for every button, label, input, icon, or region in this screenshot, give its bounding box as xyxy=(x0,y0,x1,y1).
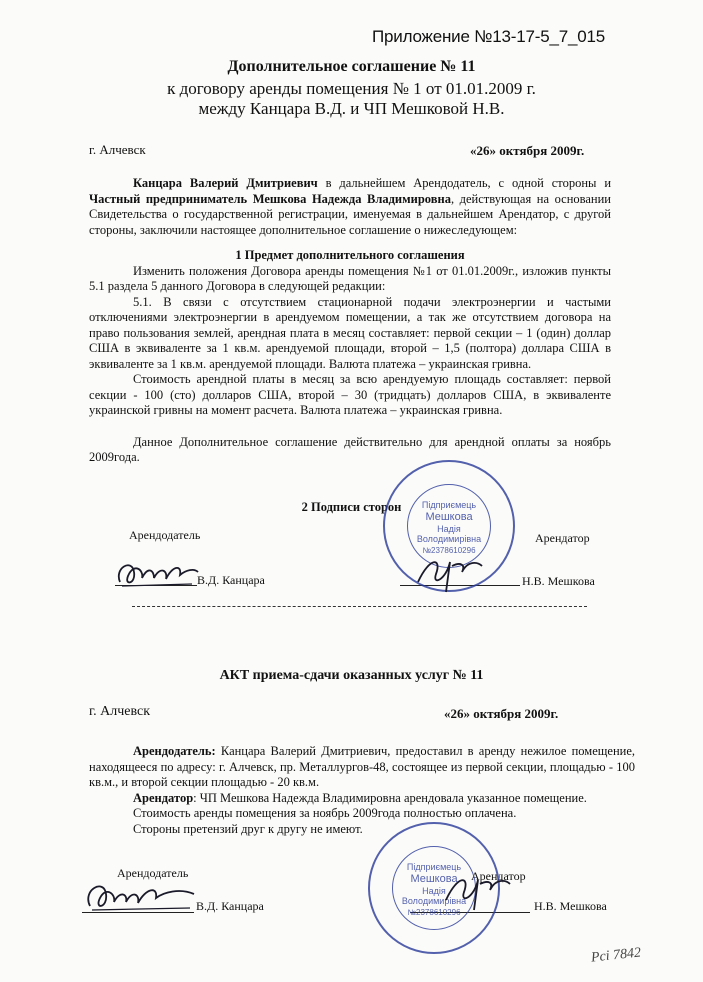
section-divider xyxy=(132,606,587,607)
agreement-parties-paragraph xyxy=(89,176,611,238)
parties-text-1: в дальнейшем Арендодатель, с одной стороны и xyxy=(317,176,612,190)
act-lessee-label: Арендатор xyxy=(471,869,526,883)
section-1-heading: 1 Предмет дополнительного соглашения xyxy=(235,248,465,262)
act-lessor-paragraph xyxy=(89,744,635,791)
act-payment-paragraph: Стоимость аренды помещения за ноябрь 2009года полностью оплачена. xyxy=(133,806,517,820)
agreement-lessor-label: Арендодатель xyxy=(129,528,201,542)
lessor-signature-2 xyxy=(80,872,200,917)
agreement-lessee-label: Арендатор xyxy=(535,531,590,545)
stamp-line4: Володимирівна xyxy=(416,534,482,544)
lessee-signature-1 xyxy=(412,552,492,597)
act-lessor-label: Арендодатель xyxy=(117,866,189,880)
act-stamp-code: №2378610296 xyxy=(407,908,461,917)
rent-total-paragraph: Стоимость арендной платы в месяц за всю арендуемую площадь составляет: первой секции - 100 (сто) долларов США, второй – 30 (тридцать) долларов США, в эквиваленте украинской гривны на момент расчета. Валюта платежа – украинская гривна. xyxy=(89,372,611,417)
act-stamp-line2: Мешкова xyxy=(410,873,458,885)
validity-paragraph: Данное Дополнительное соглашение действительно для арендной оплаты за ноябрь 2009года. xyxy=(89,434,611,464)
parties-text-2: , действующая на основании Свидетельства о государственной регистрации, именуемая в дальнейшем Арендатор, с другой стороны, заключили настоящее дополнительное соглашение о нижеследующем: xyxy=(89,191,611,237)
agreement-body xyxy=(89,176,611,466)
act-lessor-text: Канцара Валерий Дмитриевич, предоставил в аренду нежилое помещение, находящееся по адресу: г. Алчевск, пр. Металлургов-48, состоящее из первой секции, площадью - 100 кв.м., и второй секции площадью - 20 кв.м. xyxy=(89,744,635,789)
lessee-name: Частный предприниматель Мешкова Надежда Владимировна xyxy=(89,191,451,206)
stamp-line1: Підприємець xyxy=(421,500,477,510)
act-stamp-line4: Володимирівна xyxy=(401,896,467,906)
agreement-subtitle-parties: между Канцара В.Д. и ЧП Мешковой Н.В. xyxy=(198,99,505,118)
clause-5-1-paragraph: 5.1. В связи с отсутствием стационарной подачи электроэнергии и частыми отключениями электроэнергии в арендуемом помещении, а так же отсутствием договора на право пользования землей, арендная плата в месяц составляет: первой секции – 1 (один) доллар США в эквиваленте за 1 кв.м. арендуемой площади, второй – 1,5 (полтора) доллара США в эквиваленте за 1 кв.м. арендуемой площади. Валюта платежа – украинская гривна. xyxy=(89,294,611,371)
act-lessee-label-inline: Арендатор xyxy=(133,790,194,805)
act-lessee-paragraph xyxy=(89,791,635,807)
act-lessee-text: : ЧП Мешкова Надежда Владимировна арендовала указанное помещение. xyxy=(193,790,587,805)
act-stamp-line3: Надія xyxy=(422,886,446,896)
agreement-city: г. Алчевск xyxy=(89,142,146,157)
agreement-lessor-signer: В.Д. Канцара xyxy=(197,573,265,587)
act-no-claims-paragraph: Стороны претензий друг к другу не имеют. xyxy=(133,821,363,836)
section-2-heading: 2 Подписи сторон xyxy=(301,500,402,514)
act-lessor-label-inline: Арендодатель: xyxy=(133,744,216,758)
lessor-signature-1 xyxy=(112,548,202,593)
act-city: г. Алчевск xyxy=(89,704,151,719)
agreement-lessee-signer: Н.В. Мешкова xyxy=(522,574,595,588)
act-stamp-line1: Підприємець xyxy=(406,862,462,872)
lessor-name: Канцара Валерий Дмитриевич xyxy=(133,176,318,190)
stamp-line2: Мешкова xyxy=(425,511,473,523)
act-lessee-signer: Н.В. Мешкова xyxy=(534,899,607,913)
lessee-signature-2 xyxy=(440,870,520,915)
handwritten-note: Рсі 7842 xyxy=(590,945,642,966)
agreement-change-paragraph: Изменить положения Договора аренды помещения №1 от 01.01.2009г., изложив пункты 5.1 раздела 5 данного Договора в следующей редакции: xyxy=(89,263,611,293)
stamp-line3: Надія xyxy=(437,524,461,534)
agreement-subtitle-contract: к договору аренды помещения № 1 от 01.01.2009 г. xyxy=(167,79,536,98)
agreement-date: «26» октября 2009г. xyxy=(470,143,585,158)
stamp-code: №2378610296 xyxy=(422,546,476,555)
agreement-title: Дополнительное соглашение № 11 xyxy=(227,58,476,75)
act-lessor-signer: В.Д. Канцара xyxy=(196,899,264,913)
appendix-number: Приложение №13-17-5_7_015 xyxy=(372,27,605,46)
act-body xyxy=(89,744,635,837)
act-date: «26» октября 2009г. xyxy=(444,706,559,721)
act-title: АКТ приема-сдачи оказанных услуг № 11 xyxy=(219,668,484,683)
